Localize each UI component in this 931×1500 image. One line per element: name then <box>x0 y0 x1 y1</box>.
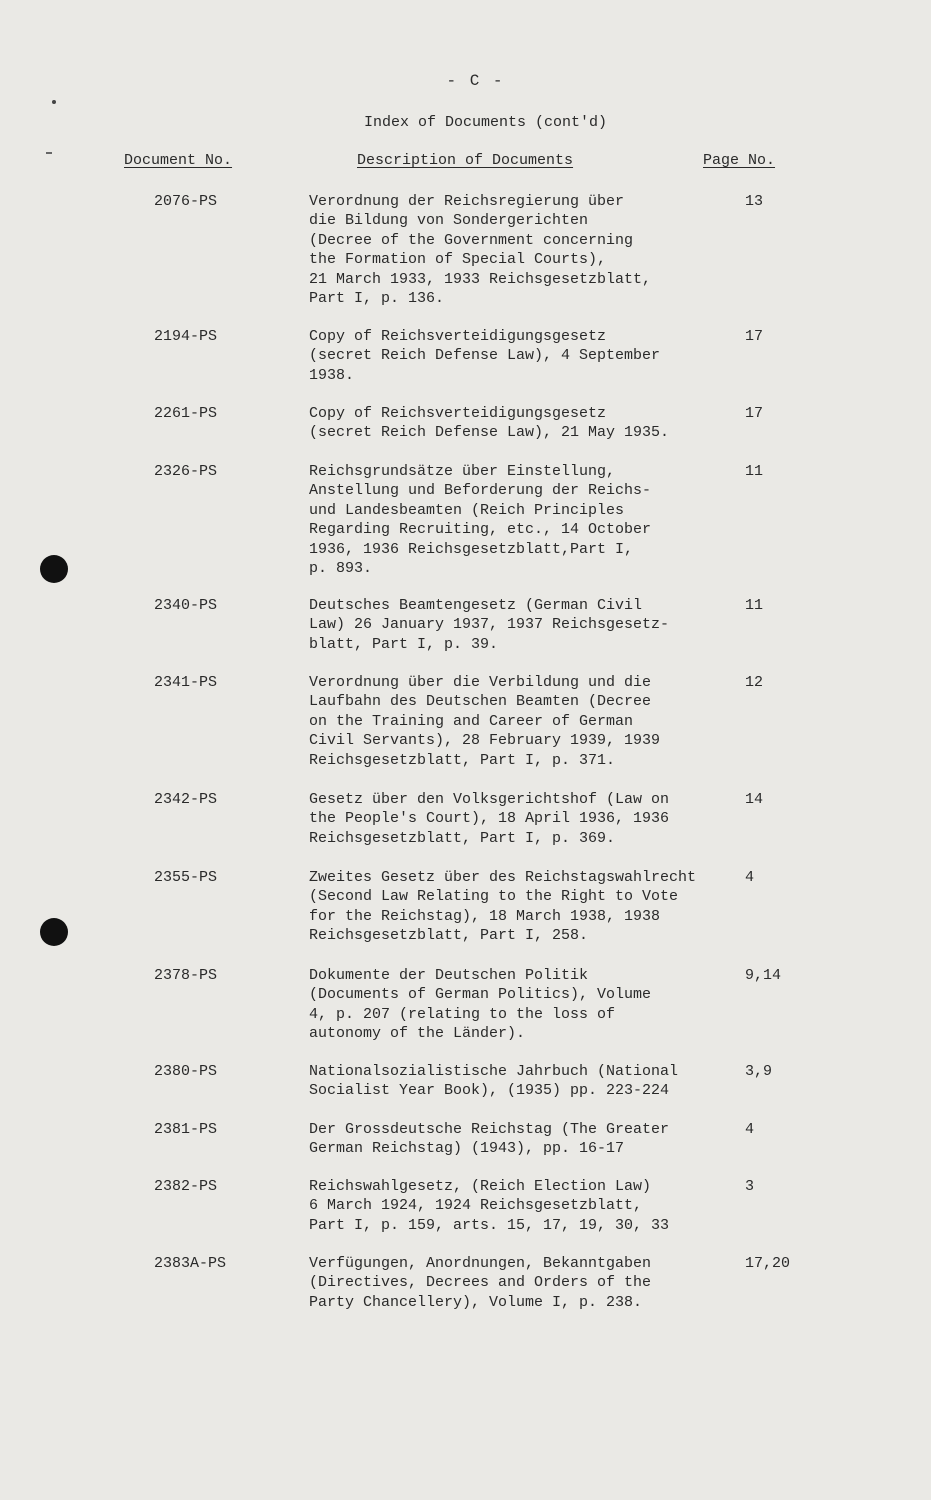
entry-document-no: 2342-PS <box>154 791 218 808</box>
entry-page-no: 11 <box>745 597 764 614</box>
entry-description: Reichsgrundsätze über Einstellung, Anstellung und Beforderung der Reichs- und Landesbeamten (Reich Principles Regarding Recruiting, etc., 14 October 1936, 1936 Reichsgesetzblatt,Part I, p. 893. <box>309 463 652 578</box>
entry-document-no: 2380-PS <box>154 1063 218 1080</box>
page-mark: - C - <box>446 72 505 90</box>
entry-description: Der Grossdeutsche Reichstag (The Greater German Reichstag) (1943), pp. 16-17 <box>309 1121 670 1158</box>
entry-description: Gesetz über den Volksgerichtshof (Law on the People's Court), 18 April 1936, 1936 Reichsgesetzblatt, Part I, p. 369. <box>309 791 670 847</box>
entry-document-no: 2326-PS <box>154 463 218 480</box>
entry-description: Verordnung der Reichsregierung über die Bildung von Sondergerichten (Decree of the Government concerning the Formation of Special Courts), 21 March 1933, 1933 Reichsgesetzblatt, Part I, p. 136. <box>309 193 652 308</box>
entry-document-no: 2378-PS <box>154 967 218 984</box>
entry-description: Deutsches Beamtengesetz (German Civil Law) 26 January 1937, 1937 Reichsgesetz- blatt, Part I, p. 39. <box>309 597 670 653</box>
entry-page-no: 4 <box>745 869 755 886</box>
entry-document-no: 2382-PS <box>154 1178 218 1195</box>
entry-page-no: 3 <box>745 1178 755 1195</box>
punch-hole-upper <box>40 555 68 583</box>
entry-description: Copy of Reichsverteidigungsgesetz (secret Reich Defense Law), 21 May 1935. <box>309 405 670 442</box>
entry-document-no: 2261-PS <box>154 405 218 422</box>
entry-page-no: 9,14 <box>745 967 782 984</box>
column-header-document-no: Document No. <box>124 152 233 169</box>
entry-description: Nationalsozialistische Jahrbuch (National Socialist Year Book), (1935) pp. 223-224 <box>309 1063 679 1100</box>
entry-document-no: 2355-PS <box>154 869 218 886</box>
entry-page-no: 13 <box>745 193 764 210</box>
entry-document-no: 2383A-PS <box>154 1255 227 1272</box>
entry-page-no: 17 <box>745 405 764 422</box>
ink-dash <box>46 152 52 154</box>
entry-page-no: 4 <box>745 1121 755 1138</box>
punch-hole-lower <box>40 918 68 946</box>
entry-description: Verordnung über die Verbildung und die Laufbahn des Deutschen Beamten (Decree on the Training and Career of German Civil Servants), 28 February 1939, 1939 Reichsgesetzblatt, Part I, p. 371. <box>309 674 661 769</box>
entry-description: Copy of Reichsverteidigungsgesetz (secret Reich Defense Law), 4 September 1938. <box>309 328 661 384</box>
entry-page-no: 12 <box>745 674 764 691</box>
entry-document-no: 2381-PS <box>154 1121 218 1138</box>
ink-speck <box>52 100 56 104</box>
page-title: Index of Documents (cont'd) <box>363 114 608 131</box>
column-header-page-no: Page No. <box>703 152 776 169</box>
entry-document-no: 2076-PS <box>154 193 218 210</box>
entry-page-no: 14 <box>745 791 764 808</box>
column-header-description: Description of Documents <box>357 152 574 169</box>
entry-page-no: 17 <box>745 328 764 345</box>
entry-description: Zweites Gesetz über des Reichstagswahlrecht (Second Law Relating to the Right to Vote for the Reichstag), 18 March 1938, 1938 Reichsgesetzblatt, Part I, 258. <box>309 869 697 945</box>
entry-page-no: 3,9 <box>745 1063 773 1080</box>
entry-document-no: 2340-PS <box>154 597 218 614</box>
entry-description: Verfügungen, Anordnungen, Bekanntgaben (Directives, Decrees and Orders of the Party Chancellery), Volume I, p. 238. <box>309 1255 652 1311</box>
entry-document-no: 2341-PS <box>154 674 218 691</box>
entry-description: Reichswahlgesetz, (Reich Election Law) 6 March 1924, 1924 Reichsgesetzblatt, Part I, p. 159, arts. 15, 17, 19, 30, 33 <box>309 1178 670 1234</box>
entry-page-no: 11 <box>745 463 764 480</box>
entry-description: Dokumente der Deutschen Politik (Documents of German Politics), Volume 4, p. 207 (relating to the loss of autonomy of the Länder). <box>309 967 652 1043</box>
entry-page-no: 17,20 <box>745 1255 791 1272</box>
entry-document-no: 2194-PS <box>154 328 218 345</box>
